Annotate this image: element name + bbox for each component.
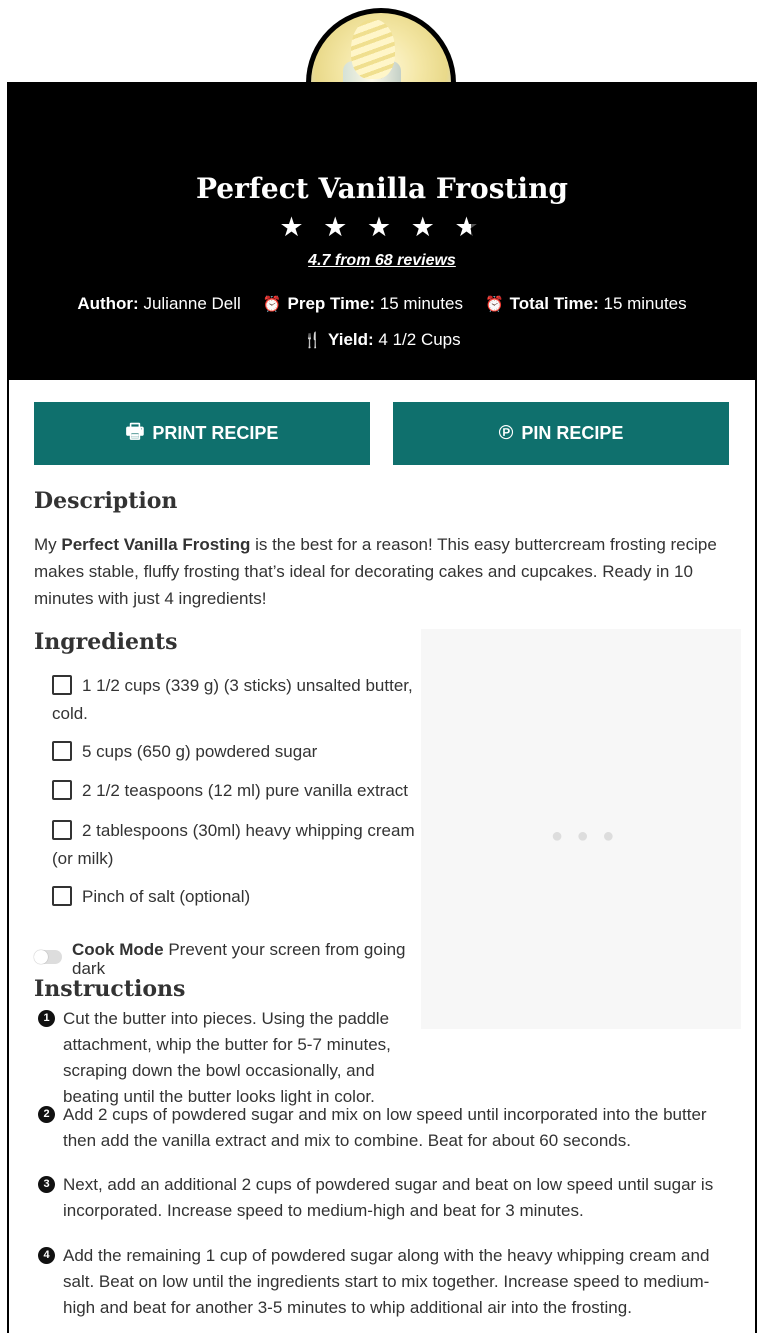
pin-recipe-button[interactable] [393,402,729,465]
author-meta [77,294,240,314]
ingredient-text: 2 1/2 teaspoons (12 ml) pure vanilla extract [82,781,409,800]
star-icon[interactable]: ★ [410,212,441,242]
ingredient-item[interactable] [52,817,432,873]
recipe-title: Perfect Vanilla Frosting [196,172,568,205]
step-text: Add the remaining 1 cup of powdered sugar along with the heavy whipping cream and salt. Beat on low until the ingredients start to mix together. Increase speed to medium-high and beat for another 3-5 minutes to whip additional air into the frosting. [63,1246,710,1317]
step-number: 3 [38,1176,55,1193]
ingredient-checkbox[interactable] [52,780,72,800]
yield-value: 4 1/2 Cups [378,330,461,349]
cook-mode-toggle[interactable] [34,950,62,964]
total-time-label: Total Time: [509,294,599,313]
star-icon[interactable]: ★ [323,212,354,242]
rating-link[interactable]: 4.7 from 68 reviews [308,252,456,269]
ingredient-checkbox[interactable] [52,675,72,695]
pin-recipe-label: PIN RECIPE [521,423,624,443]
recipe-header [9,84,755,380]
star-rating[interactable] [9,212,755,243]
clock-icon: ⏰ [262,296,282,313]
instruction-step [38,1243,738,1321]
clock-icon: ⏰ [484,296,504,313]
description-rest: is the best for a reason! This easy buttercream frosting recipe makes stable, fluffy frosting that’s ideal for decorating cakes and cupcakes. Ready in 10 minutes with just 4 ingredients! [34,535,717,608]
ingredient-text: Pinch of salt (optional) [82,887,251,906]
author-name: Julianne Dell [143,294,241,313]
ingredient-item[interactable] [52,883,432,911]
prep-time-value: 15 minutes [379,294,463,313]
yield-meta [303,330,460,350]
ingredient-item[interactable] [52,777,432,805]
half-star-icon[interactable]: ★ [454,212,485,242]
ingredient-checkbox[interactable] [52,886,72,906]
description-heading: Description [34,488,178,514]
pinterest-icon: ℗ [498,422,514,444]
prep-time-label: Prep Time: [287,294,376,313]
meta-row-2 [9,330,755,350]
star-icon[interactable]: ★ [366,212,398,242]
description-text [34,531,734,612]
step-text: Cut the butter into pieces. Using the paddle attachment, whip the butter for 5-7 minutes, scraping down the bowl occasionally, and beating until the butter looks light in color. [63,1009,391,1106]
star-icon[interactable]: ★ [279,212,310,242]
step-text: Add 2 cups of powdered sugar and mix on low speed until incorporated into the butter then add the vanilla extract and mix to combine. Beat for about 60 seconds. [63,1105,707,1150]
ingredients-heading: Ingredients [34,629,178,655]
cook-mode-label: Cook Mode [72,940,164,959]
yield-label: Yield: [328,330,374,349]
instructions-heading: Instructions [34,976,186,1002]
recipe-card [7,82,757,1333]
ingredient-checkbox[interactable] [52,741,72,761]
print-recipe-label: PRINT RECIPE [152,423,279,443]
ad-placeholder[interactable] [421,629,741,1029]
description-lead: My [34,535,62,554]
print-recipe-button[interactable] [34,402,370,465]
ad-loading-dots: ● ● ● [551,825,619,847]
cook-mode-description: Prevent your screen from going dark [72,940,406,978]
total-time-value: 15 minutes [603,294,687,313]
printer-icon: 🖶 [125,420,145,443]
ingredient-item[interactable] [52,672,432,728]
frosting-swirl [351,19,395,79]
ingredient-text: 2 tablespoons (30ml) heavy whipping cream (or milk) [52,821,415,868]
step-number: 4 [38,1247,55,1264]
ingredient-checkbox[interactable] [52,820,72,840]
ingredient-item[interactable] [52,738,432,766]
instruction-step [38,1172,738,1224]
total-time-meta [485,294,687,314]
step-number: 1 [38,1010,55,1027]
meta-row-1 [9,294,755,314]
author-label: Author: [77,294,139,313]
step-text: Next, add an additional 2 cups of powdered sugar and beat on low speed until sugar is incorporated. Increase speed to medium-high and beat for 3 minutes. [63,1175,714,1220]
cook-mode-text [72,940,432,978]
description-bold: Perfect Vanilla Frosting [61,535,251,554]
instruction-step [38,1102,738,1154]
step-number: 2 [38,1106,55,1123]
instruction-step [38,1006,418,1110]
ingredient-text: 5 cups (650 g) powdered sugar [82,742,318,761]
prep-time-meta [263,294,463,314]
ingredient-text: 1 1/2 cups (339 g) (3 sticks) unsalted butter, cold. [52,676,413,723]
utensils-icon: 🍴 [303,332,323,349]
